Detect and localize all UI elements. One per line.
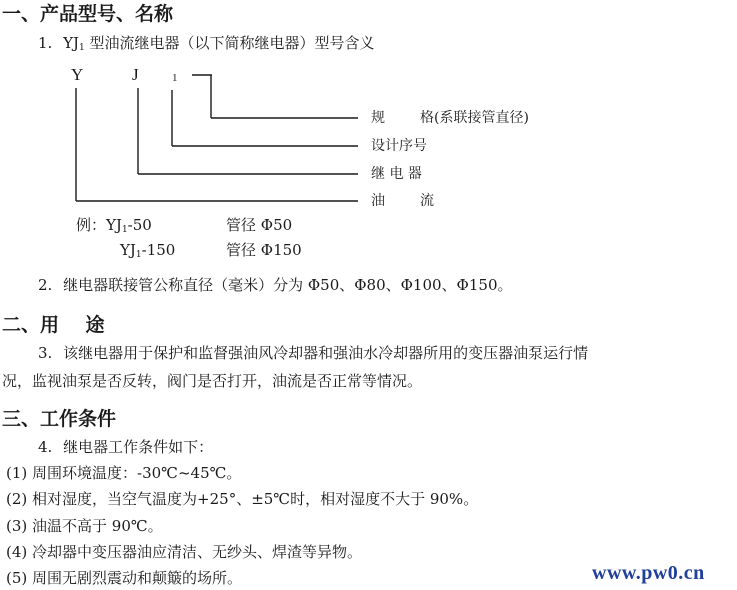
- example-model-prefix: YJ: [120, 241, 136, 259]
- example-lead: 例：: [76, 216, 107, 234]
- condition-text: 油温不高于 90℃。: [32, 517, 163, 535]
- condition-text: 周围环境温度：-30℃~45℃。: [32, 464, 242, 482]
- label-serial: 设计序号: [371, 138, 427, 154]
- section-heading-product-model: 一、产品型号、名称: [2, 3, 174, 25]
- condition-item: [6, 492, 478, 507]
- item-3-text-1: 该继电器用于保护和监督强油风冷却器和强油水冷却器所用的变压器油泵运行情: [63, 344, 589, 362]
- condition-text: 相对湿度，当空气温度为+25°、±5℃时，相对湿度不大于 90%。: [32, 490, 479, 508]
- example-row-2: [120, 243, 175, 260]
- condition-item: [6, 545, 362, 560]
- model-prefix: YJ: [63, 34, 80, 52]
- section-heading-working-conditions: 三、工作条件: [2, 408, 117, 430]
- label-relay: 继 电 器: [371, 166, 422, 182]
- item-number: 1.: [38, 34, 53, 52]
- condition-item: [6, 571, 242, 586]
- section-heading-usage: 二、用 途: [2, 314, 105, 336]
- code-digit-1: 1: [172, 72, 178, 84]
- example-model-size: -50: [127, 216, 152, 234]
- item-3-line-1: [38, 346, 588, 361]
- code-letter-j: J: [132, 65, 139, 84]
- item-4-text: 继电器工作条件如下：: [63, 438, 214, 456]
- item-number: 4.: [38, 438, 53, 456]
- model-subscript: 1: [79, 43, 85, 53]
- label-spec-a: 规: [371, 110, 385, 126]
- item-number: 2.: [38, 276, 53, 294]
- item-4-line: [38, 440, 213, 455]
- example-model-subscript: 1: [135, 250, 142, 260]
- condition-number: (2): [6, 490, 28, 508]
- example-row-1: [76, 218, 152, 235]
- condition-number: (5): [6, 569, 28, 587]
- label-oil-a: 油: [371, 193, 385, 209]
- watermark: www.pw0.cn: [592, 562, 705, 584]
- example-model-subscript: 1: [121, 225, 128, 235]
- item-2-line: [38, 278, 513, 293]
- code-letter-y: Y: [71, 65, 84, 84]
- condition-text: 周围无剧烈震动和颠簸的场所。: [32, 569, 243, 587]
- item-3-line-2: 况，监视油泵是否反转，阀门是否打开，油流是否正常等情况。: [2, 372, 423, 390]
- item-number: 3.: [38, 344, 53, 362]
- condition-number: (1): [6, 464, 28, 482]
- example-model-size: -150: [141, 241, 176, 259]
- example-pipe-1: 管径 Φ50: [226, 216, 293, 234]
- condition-text: 冷却器中变压器油应清洁、无纱头、焊渣等异物。: [32, 543, 363, 561]
- label-spec-b: 格(系联接管直径): [420, 110, 529, 126]
- example-model-prefix: YJ: [106, 216, 122, 234]
- condition-number: (4): [6, 543, 28, 561]
- condition-item: [6, 519, 163, 534]
- condition-number: (3): [6, 517, 28, 535]
- condition-item: [6, 466, 241, 481]
- label-oil-b: 流: [420, 193, 434, 209]
- item-1-text: 型油流继电器（以下简称继电器）型号含义: [89, 34, 375, 52]
- example-pipe-2: 管径 Φ150: [226, 241, 302, 259]
- item-2-text: 继电器联接管公称直径（毫米）分为 Φ50、Φ80、Φ100、Φ150。: [63, 276, 513, 294]
